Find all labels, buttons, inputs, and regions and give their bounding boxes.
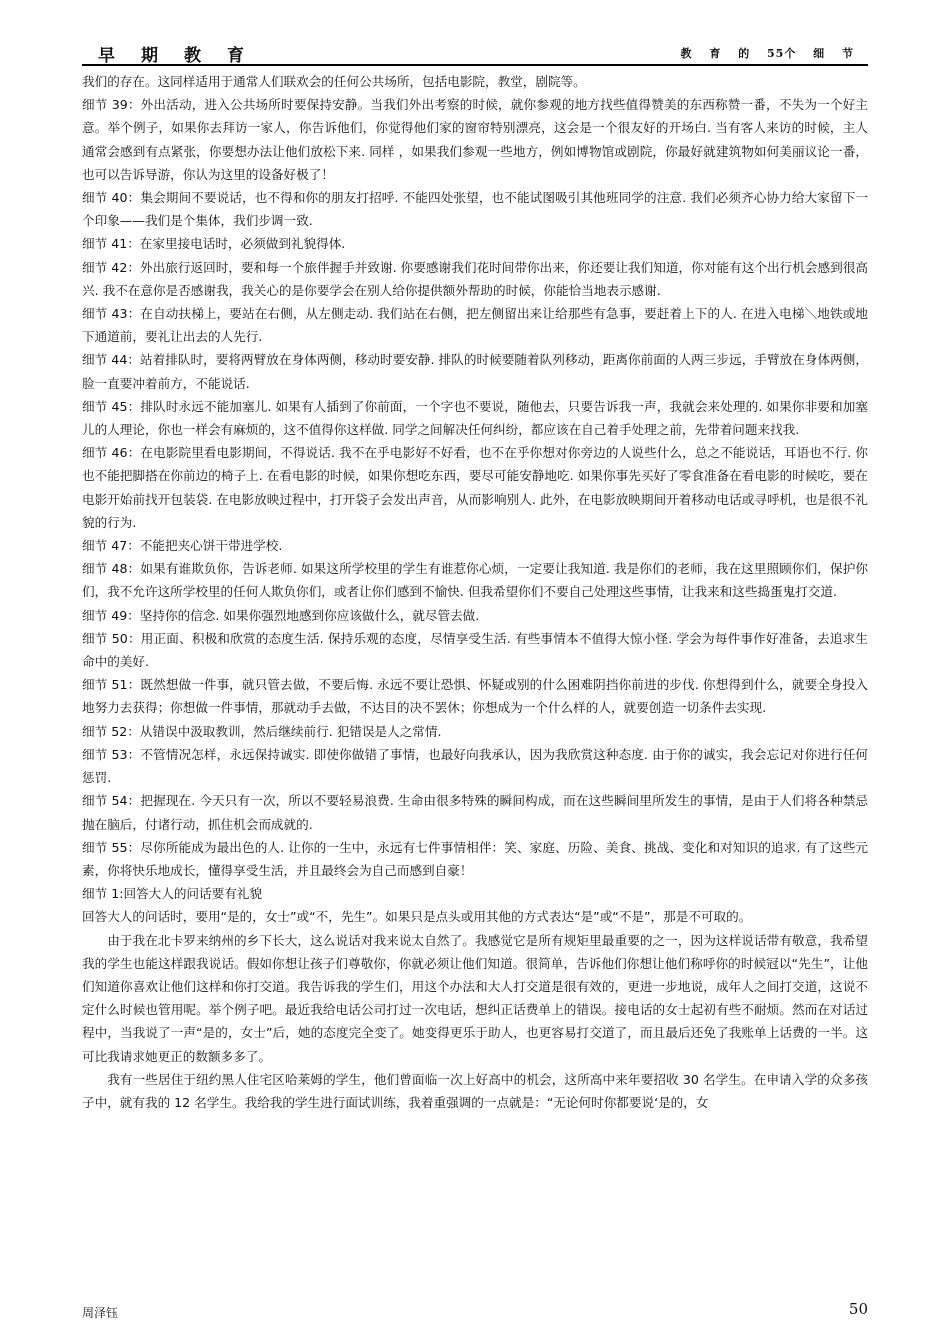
paragraph-detail-43: 细节 43：在自动扶梯上，要站在右侧，从左侧走动. 我们站在右侧，把左侧留出来让给那些有急事，要赶着上下的人. 在进入电梯＼地铁或地下通道前，要礼让出去的人先行. [82, 306, 868, 345]
body-text [82, 70, 868, 1114]
paragraph-detail-50: 细节 50：用正面、积极和欣赏的态度生活. 保持乐观的态度，尽情享受生活. 有些事情本不值得大惊小怪. 学会为每件事作好准备，去追求生命中的美好. [82, 630, 868, 670]
paragraph-detail-42: 细节 42：外出旅行返回时，要和每一个旅伴握手并致谢. 你要感谢我们花时间带你出来，你还要让我们知道，你对能有这个出行机会感到很高兴. 我不在意你是否感谢我，我关心的是你要学会在别人给你提供额外帮助的时候，你能恰当地表示感谢. [82, 259, 868, 298]
paragraph-detail-52: 细节 52：从错误中汲取教训，然后继续前行. 犯错误是人之常情. [82, 723, 442, 739]
page-number: 50 [848, 1300, 868, 1318]
paragraph-detail-51: 细节 51：既然想做一件事，就只管去做，不要后悔. 永远不要让恐惧、怀疑或别的什么困难阴挡你前进的步伐. 你想得到什么，就要全身投入地努力去获得；你想做一件事情，那就动手去做，不达目的决不罢休；你想成为一个什么样的人，就要创造一切条件去实现. [82, 677, 868, 716]
paragraph-detail-46: 细节 46：在电影院里看电影期间，不得说话. 我不在乎电影好不好看，也不在乎你想对你旁边的人说些什么，总之不能说话，耳语也不行. 你也不能把脚搭在你前边的椅子上. 在看电影的时候，如果你想吃东西，要尽可能安静地吃. 如果你事先买好了零食准备在看电影的时候吃，要在电影开始前找开包装袋. 在电影放映过程中，打开袋子会发出声音，从而影响别人. 此外，在电影放映期间开着移动电话或寻呼机，也是很不礼貌的行为. [82, 445, 868, 530]
paragraph-detail-1-harlem: 我有一些居住于纽约黑人住宅区哈莱姆的学生，他们曾面临一次上好高中的机会，这所高中来年要招收 30 名学生。在申请入学的众多孩子中，就有我的 12 名学生。我给我的学生进行面试训练，我着重强调的一点就是：“无论何时你都要说‘是的，女 [82, 1071, 868, 1110]
paragraph-detail-41: 细节 41：在家里接电话时，必须做到礼貌得体. [82, 236, 346, 252]
paragraph-detail-39: 细节 39：外出活动，进入公共场所时要保持安静。当我们外出考察的时候，就你参观的地方找些值得赞美的东西称赞一番，不失为一个好主意。举个例子，如果你去拜访一家人，你告诉他们，你觉得他们家的窗帘特别漂亮，这会是一个很友好的开场白. 当有客人来访的时候，主人通常会感到有点紧张，你要想办法让他们放松下来. 同样 ，如果我们参观一些地方，例如博物馆或剧院，你最好就建筑物如何美丽议论一番，也可以告诉导游，你认为这里的设备好极了！ [82, 97, 868, 182]
paragraph-detail-53: 细节 53：不管情况怎样，永远保持诚实. 即使你做错了事情，也最好向我承认，因为我欣赏这种态度. 由于你的诚实，我会忘记对你进行任何惩罚. [82, 746, 868, 786]
paragraph-detail-44: 细节 44：站着排队时，要将两臂放在身体两侧，移动时要安静. 排队的时候要随着队列移动，距离你前面的人两三步远，手臂放在身体两侧，脸一直要冲着前方，不能说话. [82, 352, 868, 391]
page-header [82, 40, 868, 66]
paragraph-detail-49: 细节 49：坚持你的信念. 如果你强烈地感到你应该做什么，就尽管去做. [82, 607, 480, 623]
header-chapter-title: 教 育 的 55个 细 节 [680, 47, 854, 60]
paragraph-detail-48: 细节 48：如果有谁欺负你，告诉老师. 如果这所学校里的学生有谁惹你心烦，一定要让我知道. 我是你们的老师，我在这里照顾你们，保护你们，我不允许这所学校里的任何人欺负你们，或者让你们感到不愉快. 但我希望你们不要自己处理这些事情，让我来和这些捣蛋鬼打交道. [82, 561, 868, 600]
paragraph-detail-1-story: 由于我在北卡罗来纳州的乡下长大，这么说话对我来说太自然了。我感觉它是所有规矩里最重要的之一，因为这样说话带有敬意，我希望我的学生也能这样跟我说话。假如你想让孩子们尊敬你，你就必须让他们知道。很简单，告诉他们你想让他们称呼你的时候冠以“先生”，让他们知道你喜欢让他们这样和你打交道。我告诉我的学生们，用这个办法和大人打交道是很有效的，更进一步地说，成年人之间打交道，这说不定什么时候也管用呢。举个例子吧。最近我给电话公司打过一次电话，想纠正话费单上的错误。接电话的女士起初有些不耐烦。然而在对话过程中，当我说了一声“是的，女士”后，她的态度完全变了。她变得更乐于助人，也更容易打交道了，而且最后还免了我账单上话费的一半。这可比我请求她更正的数额多多了。 [82, 932, 868, 1064]
section-heading-detail-1: 细节 1:回答大人的问话要有礼貌 [82, 886, 262, 902]
paragraph-detail-47: 细节 47：不能把夹心饼干带进学校. [82, 538, 283, 554]
paragraph-detail-55: 细节 55：尽你所能成为最出色的人. 让你的一生中，永远有七件事情相伴：笑、家庭、历险、美食、挑战、变化和对知识的追求. 有了这些元素，你将快乐地成长，懂得享受生活，并且最终会为自己而感到自豪！ [82, 839, 868, 878]
paragraph-continuation: 我们的存在。这同样适用于通常人们联欢会的任何公共场所，包括电影院，教堂，剧院等。 [82, 74, 586, 89]
paragraph-detail-1-rule: 回答大人的问话时，要用“是的，女士”或“不，先生”。如果只是点头或用其他的方式表达“是”或“不是”，那是不可取的。 [82, 909, 752, 925]
header-book-title: 早期教育 [98, 46, 270, 66]
footer-author: 周泽钰 [82, 1306, 119, 1320]
paragraph-detail-45: 细节 45：排队时永远不能加塞儿. 如果有人插到了你前面，一个字也不要说，随他去，只要告诉我一声，我就会来处理的. 如果你非要和加塞儿的人理论，你也一样会有麻烦的，这不值得你这样做. 同学之间解决任何纠纷，都应该在自己着手处理之前，先带着问题来找我. [82, 398, 868, 438]
paragraph-detail-54: 细节 54：把握现在. 今天只有一次，所以不要轻易浪费. 生命由很多特殊的瞬间构成，而在这些瞬间里所发生的事情，是由于人们将各种禁忌抛在脑后，付诸行动，抓住机会而成就的. [82, 793, 868, 832]
page-footer [82, 1300, 868, 1322]
paragraph-detail-40: 细节 40：集会期间不要说话，也不得和你的朋友打招呼. 不能四处张望，也不能试图吸引其他班同学的注意. 我们必须齐心协力给大家留下一个印象——我们是个集体，我们步调一致. [82, 190, 868, 229]
